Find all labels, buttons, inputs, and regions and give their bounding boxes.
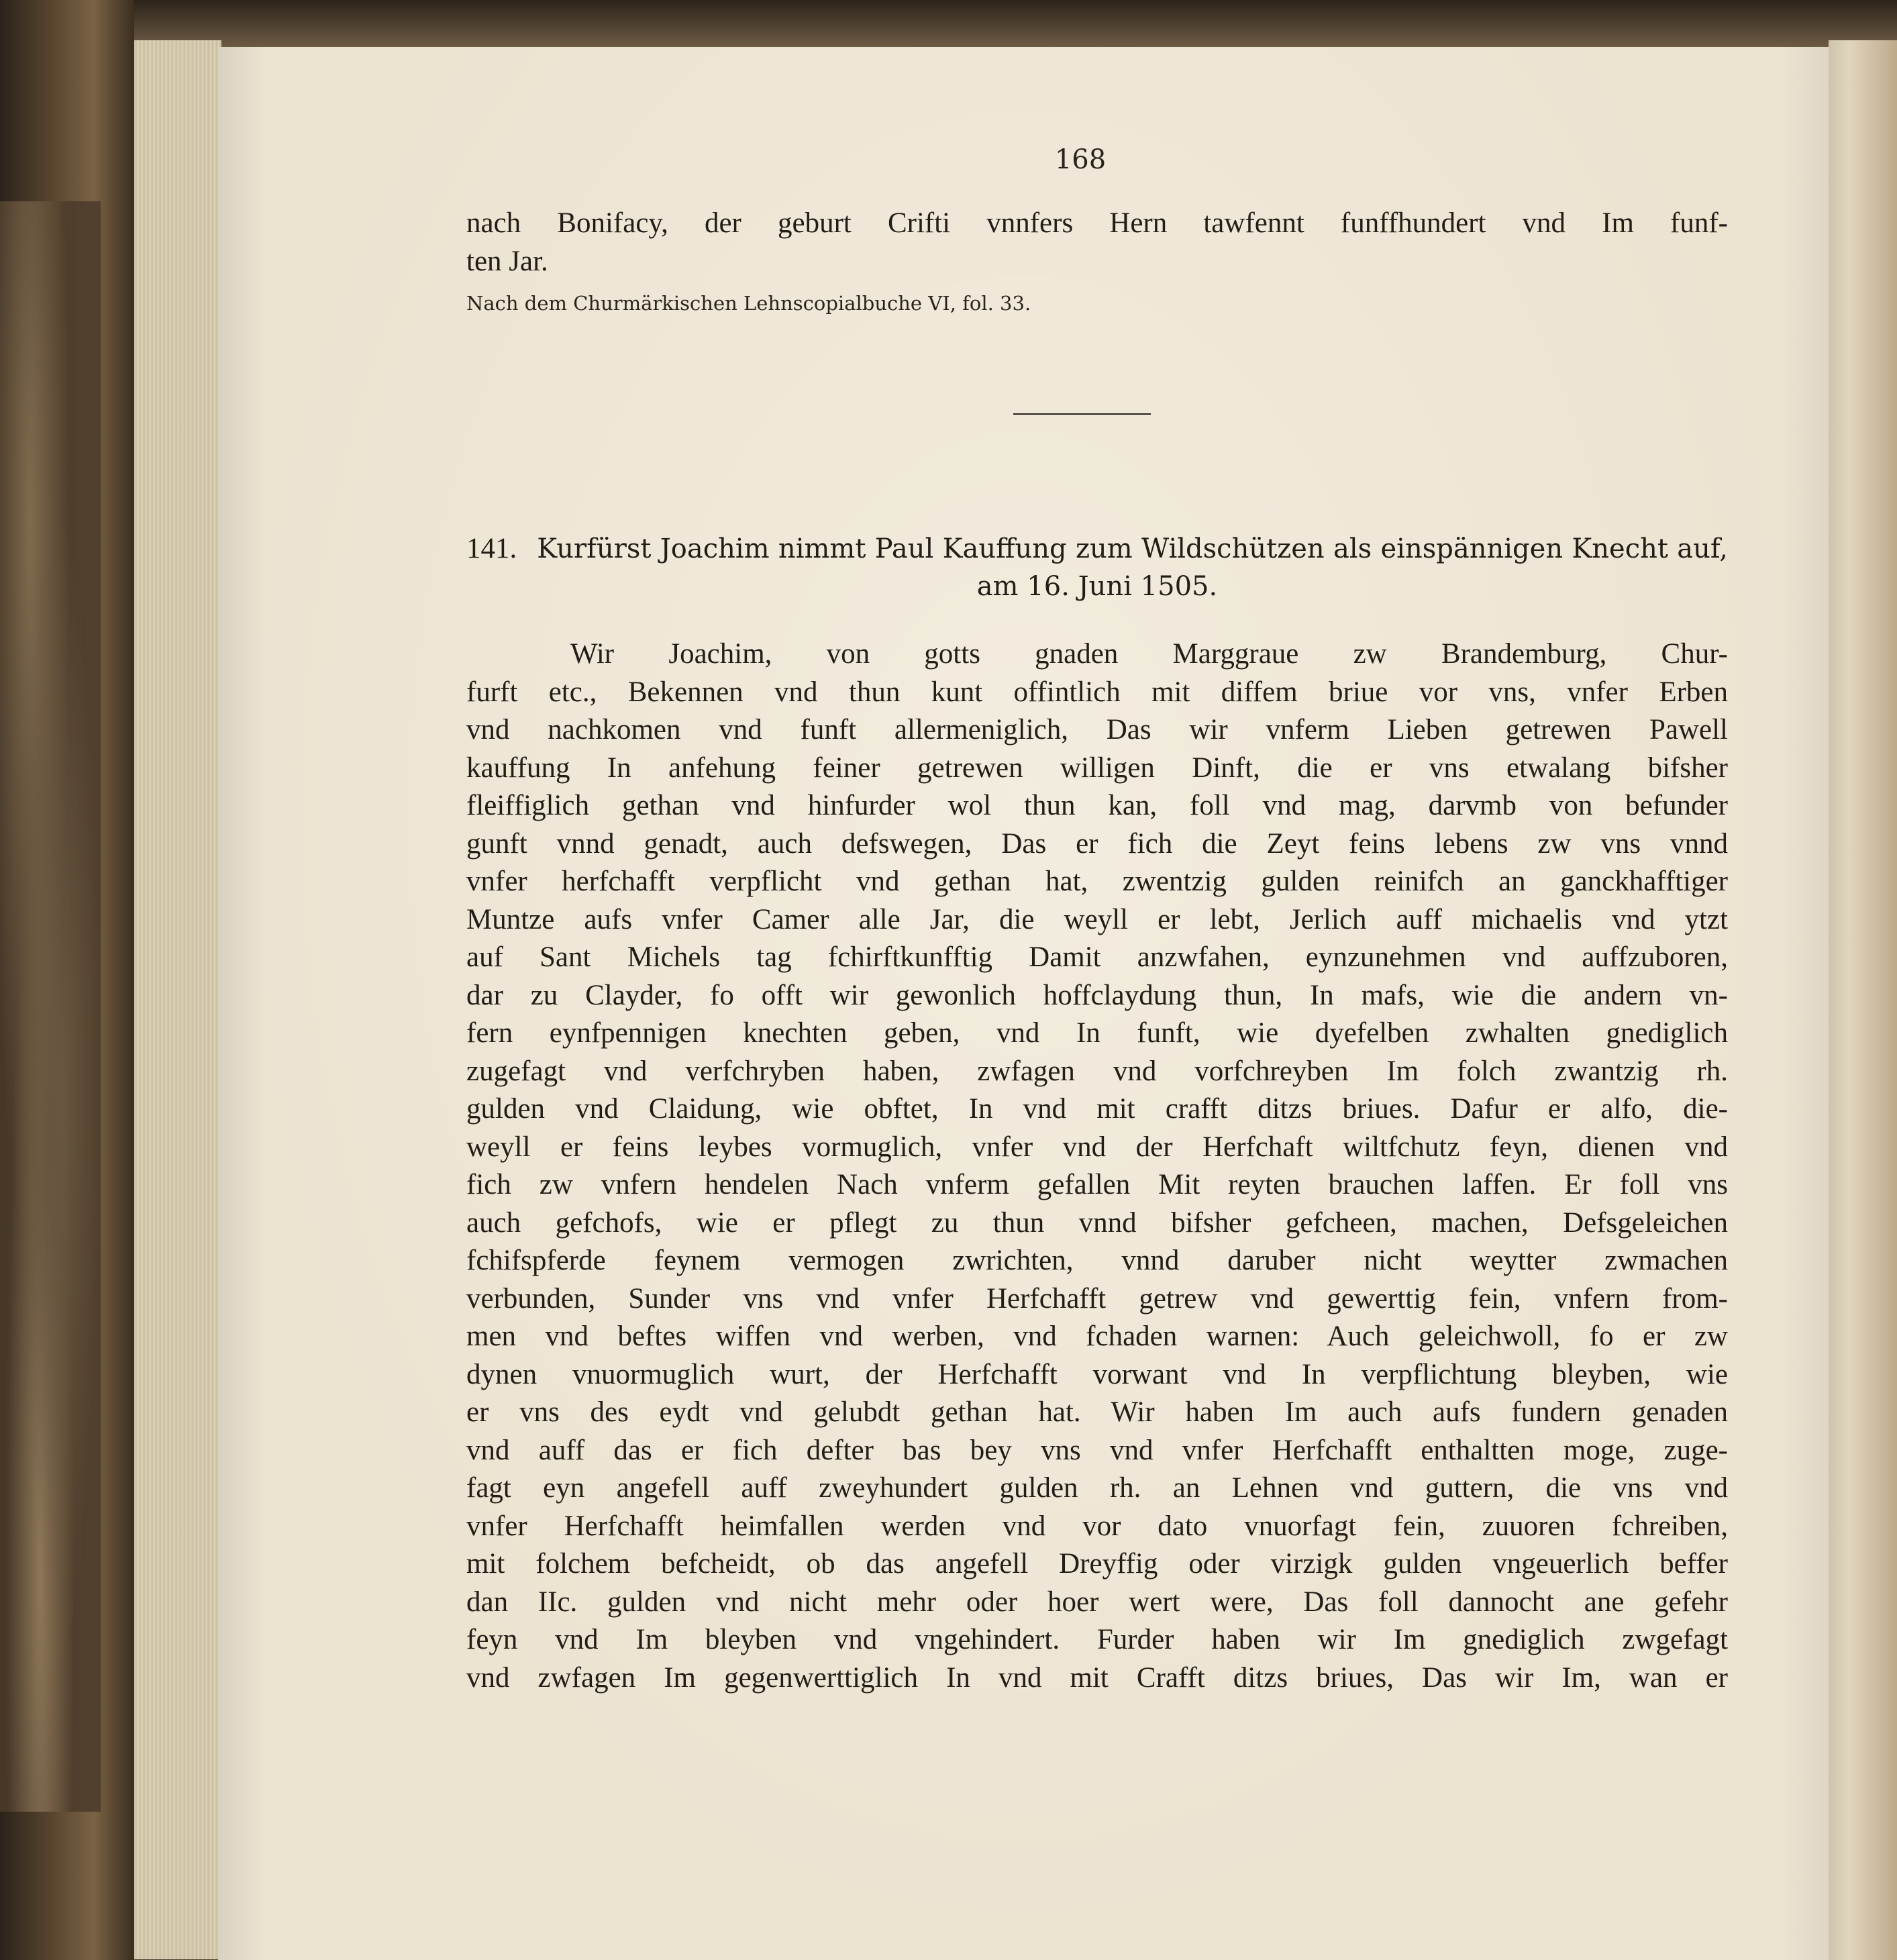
book-top-edge [0, 0, 1897, 47]
document-body [466, 635, 1728, 1697]
document-heading [466, 530, 1728, 605]
text-line: nach Bonifacy, der geburt Crifti vnnfers Hern tawfennt funffhundert vnd Im funf- [466, 207, 1728, 239]
document-number: 141. [466, 533, 517, 564]
text-line: fern eynfpennigen knechten geben, vnd In funft, wie dyefelben zwhalten gnediglich [466, 1017, 1728, 1049]
text-line: zugefagt vnd verfchryben haben, zwfagen vnd vorfchreyben Im folch zwantzig rh. [466, 1055, 1728, 1087]
text-line: dar zu Clayder, fo offt wir gewonlich hoffclaydung thun, In mafs, wie die andern vn- [466, 979, 1728, 1011]
document-title: Kurfürst Joachim nimmt Paul Kauffung zum Wildschützen als einspännigen Knecht auf, [537, 533, 1728, 564]
marbled-endpaper [0, 201, 101, 1812]
text-line: ten Jar. [466, 245, 548, 277]
document-date: am 16. Juni 1505. [976, 571, 1218, 602]
text-line: gunft vnnd genadt, auch defswegen, Das er fich die Zeyt feins lebens zw vns vnnd [466, 827, 1728, 860]
text-line: auf Sant Michels tag fchirftkunfftig Damit anzwfahen, eynzunehmen vnd auffzuboren, [466, 941, 1728, 973]
text-line: furft etc., Bekennen vnd thun kunt offintlich mit diffem briue vor vns, vnfer Erben [466, 676, 1728, 708]
text-line: gulden vnd Claidung, wie obftet, In vnd mit crafft ditzs briues. Dafur er alfo, die- [466, 1093, 1728, 1125]
text-line: dan IIc. gulden vnd nicht mehr oder hoer wert were, Das foll dannocht ane gefehr [466, 1586, 1728, 1618]
text-line: fich zw vnfern hendelen Nach vnferm gefallen Mit reyten brauchen laffen. Er foll vns [466, 1169, 1728, 1200]
text-line: vnd nachkomen vnd funft allermeniglich, Das wir vnferm Lieben getrewen Pawell [466, 714, 1728, 745]
text-line: fchifspferde feynem vermogen zwrichten, vnnd daruber nicht weytter zwmachen [466, 1245, 1728, 1276]
text-line: verbunden, Sunder vns vnd vnfer Herfchafft getrew vnd gewerttig fein, vnfern from- [466, 1282, 1728, 1314]
page-stack-edge [134, 40, 221, 1959]
text-line: weyll er feins leybes vormuglich, vnfer vnd der Herfchaft wiltfchutz feyn, dienen vnd [466, 1131, 1728, 1163]
source-note: Nach dem Churmärkischen Lehnscopialbuche VI, fol. 33. [466, 292, 1031, 315]
text-line: mit folchem befcheidt, ob das angefell Dreyffig oder virzigk gulden vngeuerlich beffer [466, 1548, 1728, 1580]
text-line: vnd zwfagen Im gegenwerttiglich In vnd mit Crafft ditzs briues, Das wir Im, wan er [466, 1661, 1728, 1694]
text-line: feyn vnd Im bleyben vnd vngehindert. Furder haben wir Im gnediglich zwgefagt [466, 1624, 1728, 1655]
text-line: vnfer herfchafft verpflicht vnd gethan hat, zwentzig gulden reinifch an ganckhafftiger [466, 866, 1728, 897]
text-line: Wir Joachim, von gotts gnaden Marggraue zw Brandemburg, Chur- [570, 638, 1728, 670]
text-line: kauffung In anfehung feiner getrewen willigen Dinft, die er vns etwalang bifsher [466, 752, 1728, 784]
text-line: fleiffiglich gethan vnd hinfurder wol thun kan, foll vnd mag, darvmb von befunder [466, 790, 1728, 821]
text-line: vnfer Herfchafft heimfallen werden vnd vor dato vnuorfagt fein, zuuoren fchreiben, [466, 1510, 1728, 1542]
page-number: 168 [1054, 144, 1107, 175]
top-paragraph [466, 205, 1728, 280]
text-line: fagt eyn angefell auff zweyhundert gulden rh. an Lehnen vnd guttern, die vns vnd [466, 1472, 1728, 1504]
right-page-edge [1829, 40, 1897, 1960]
text-line: men vnd beftes wiffen vnd werben, vnd fchaden warnen: Auch geleichwoll, fo er zw [466, 1321, 1728, 1352]
text-line: dynen vnuormuglich wurt, der Herfchafft vorwant vnd In verpflichtung bleyben, wie [466, 1358, 1728, 1390]
text-line: auch gefchofs, wie er pflegt zu thun vnnd bifsher gefcheen, machen, Defsgeleichen [466, 1206, 1728, 1239]
section-divider [1013, 413, 1151, 415]
text-line: Muntze aufs vnfer Camer alle Jar, die weyll er lebt, Jerlich auff michaelis vnd ytzt [466, 903, 1728, 935]
text-line: vnd auff das er fich defter bas bey vns vnd vnfer Herfchafft enthaltten moge, zuge- [466, 1434, 1728, 1466]
text-line: er vns des eydt vnd gelubdt gethan hat. Wir haben Im auch aufs fundern genaden [466, 1396, 1728, 1428]
